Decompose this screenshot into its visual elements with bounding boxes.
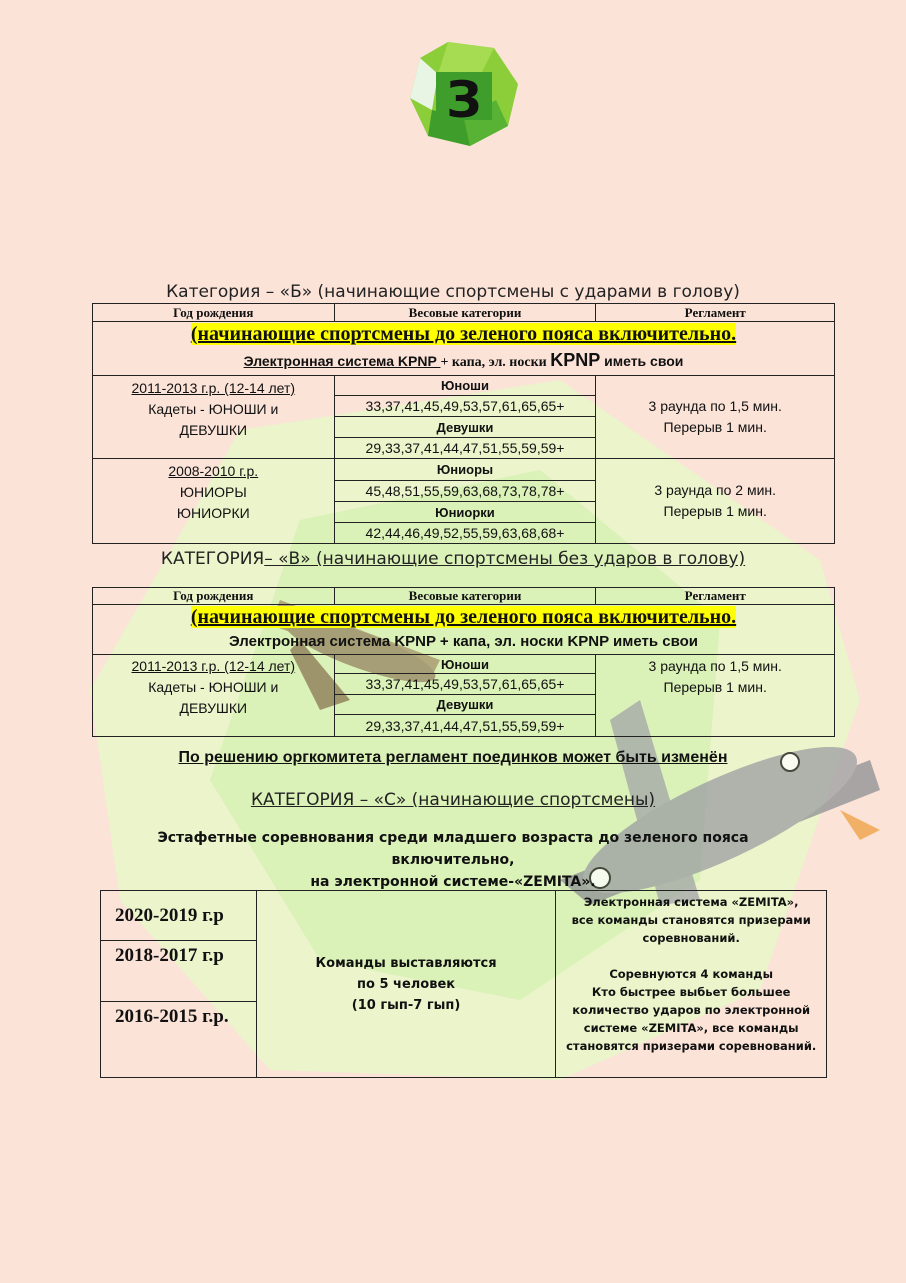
weight-values: 33,37,41,45,49,53,57,61,65,65+ (334, 396, 596, 417)
header-regulation: Регламент (596, 588, 835, 605)
weight-values: 33,37,41,45,49,53,57,61,65,65+ (334, 674, 596, 695)
teams-cell: Команды выставляются по 5 человек (10 гып-7 гып) (256, 891, 556, 1078)
birth-years: 2011-2013 г.р. (12-14 лет) (131, 658, 296, 674)
relay-description: Эстафетные соревнования среди младшего возраста до зеленого пояса включительно, на электронной системе-«ZEMITA». (157, 830, 749, 890)
break-text: Перерыв 1 мин. (663, 503, 767, 519)
age-group-cell (93, 655, 335, 737)
weight-values: 29,33,37,41,44,47,51,55,59,59+ (334, 715, 596, 737)
group-label-2: ДЕВУШКИ (179, 422, 248, 438)
age-group-cell (93, 376, 335, 459)
weight-subheader: Девушки (334, 417, 596, 438)
category-v-title: КАТЕГОРИЯ– «В» (начинающие спортсмены без ударов в голову) (160, 549, 746, 569)
rounds-text: 3 раунда по 1,5 мин. (648, 398, 782, 414)
rounds-text: 3 раунда по 2 мин. (654, 482, 777, 498)
weight-subheader: Юноши (334, 376, 596, 396)
year-range-1: 2020-2019 г.р (101, 891, 257, 941)
category-b-title: Категория – «Б» (начинающие спортсмены с ударами в голову) (166, 282, 740, 302)
group-label-2: ЮНИОРКИ (176, 505, 250, 521)
break-text: Перерыв 1 мин. (663, 419, 767, 435)
weight-subheader: Девушки (334, 695, 596, 715)
header-weight-categories: Весовые категории (334, 588, 596, 605)
system-text: Электронная система KPNP + капа, эл. носки KPNP иметь свои (243, 350, 684, 370)
year-range-3: 2016-2015 г.р. (101, 1002, 257, 1078)
regulation-cell (596, 655, 835, 737)
group-label-2: ДЕВУШКИ (179, 700, 248, 716)
group-label: Кадеты - ЮНОШИ и (148, 401, 279, 417)
age-group-cell (93, 459, 335, 544)
group-label: Кадеты - ЮНОШИ и (148, 679, 279, 695)
birth-years: 2008-2010 г.р. (168, 463, 259, 479)
weight-subheader: Юниорки (334, 502, 596, 523)
logo-letter: З (446, 71, 482, 129)
logo-emblem (408, 40, 520, 148)
regulation-cell (596, 376, 835, 459)
weight-values: 42,44,46,49,52,55,59,63,68,68+ (334, 523, 596, 544)
highlight-text: (начинающие спортсмены до зеленого пояса включительно. (190, 606, 737, 628)
weight-subheader: Юноши (334, 655, 596, 674)
relay-rules-cell: Электронная система «ZEMITA», все команды становятся призерами соревнований. Соревнуются 4 команды Кто быстрее выбьет большее количество ударов по электронной системе «ZEMITA», все команды становятся призерами соревнований. (556, 891, 827, 1078)
category-c-title: КАТЕГОРИЯ – «С» (начинающие спортсмены) (250, 790, 656, 810)
rounds-text: 3 раунда по 1,5 мин. (648, 658, 782, 674)
weight-values: 29,33,37,41,44,47,51,55,59,59+ (334, 438, 596, 459)
system-text: Электронная система KPNP + капа, эл. носки KPNP иметь свои (229, 633, 698, 650)
birth-years: 2011-2013 г.р. (12-14 лет) (131, 380, 296, 396)
category-v-table (92, 587, 835, 737)
category-b-table (92, 303, 835, 544)
header-regulation: Регламент (596, 304, 835, 322)
weight-values: 45,48,51,55,59,63,68,73,78,78+ (334, 481, 596, 502)
header-birth-year: Год рождения (93, 588, 335, 605)
header-birth-year: Год рождения (93, 304, 335, 322)
group-label: ЮНИОРЫ (179, 484, 247, 500)
category-c-table (100, 890, 827, 1078)
highlight-text: (начинающие спортсмены до зеленого пояса включительно. (190, 323, 737, 345)
header-weight-categories: Весовые категории (334, 304, 596, 322)
regulation-change-note: По решению оргкомитета регламент поединков может быть изменён (178, 749, 728, 766)
category-b-note (93, 322, 835, 376)
regulation-cell (596, 459, 835, 544)
year-range-2: 2018-2017 г.р (101, 941, 257, 1002)
break-text: Перерыв 1 мин. (663, 679, 767, 695)
weight-subheader: Юниоры (334, 459, 596, 481)
category-v-note (93, 605, 835, 655)
